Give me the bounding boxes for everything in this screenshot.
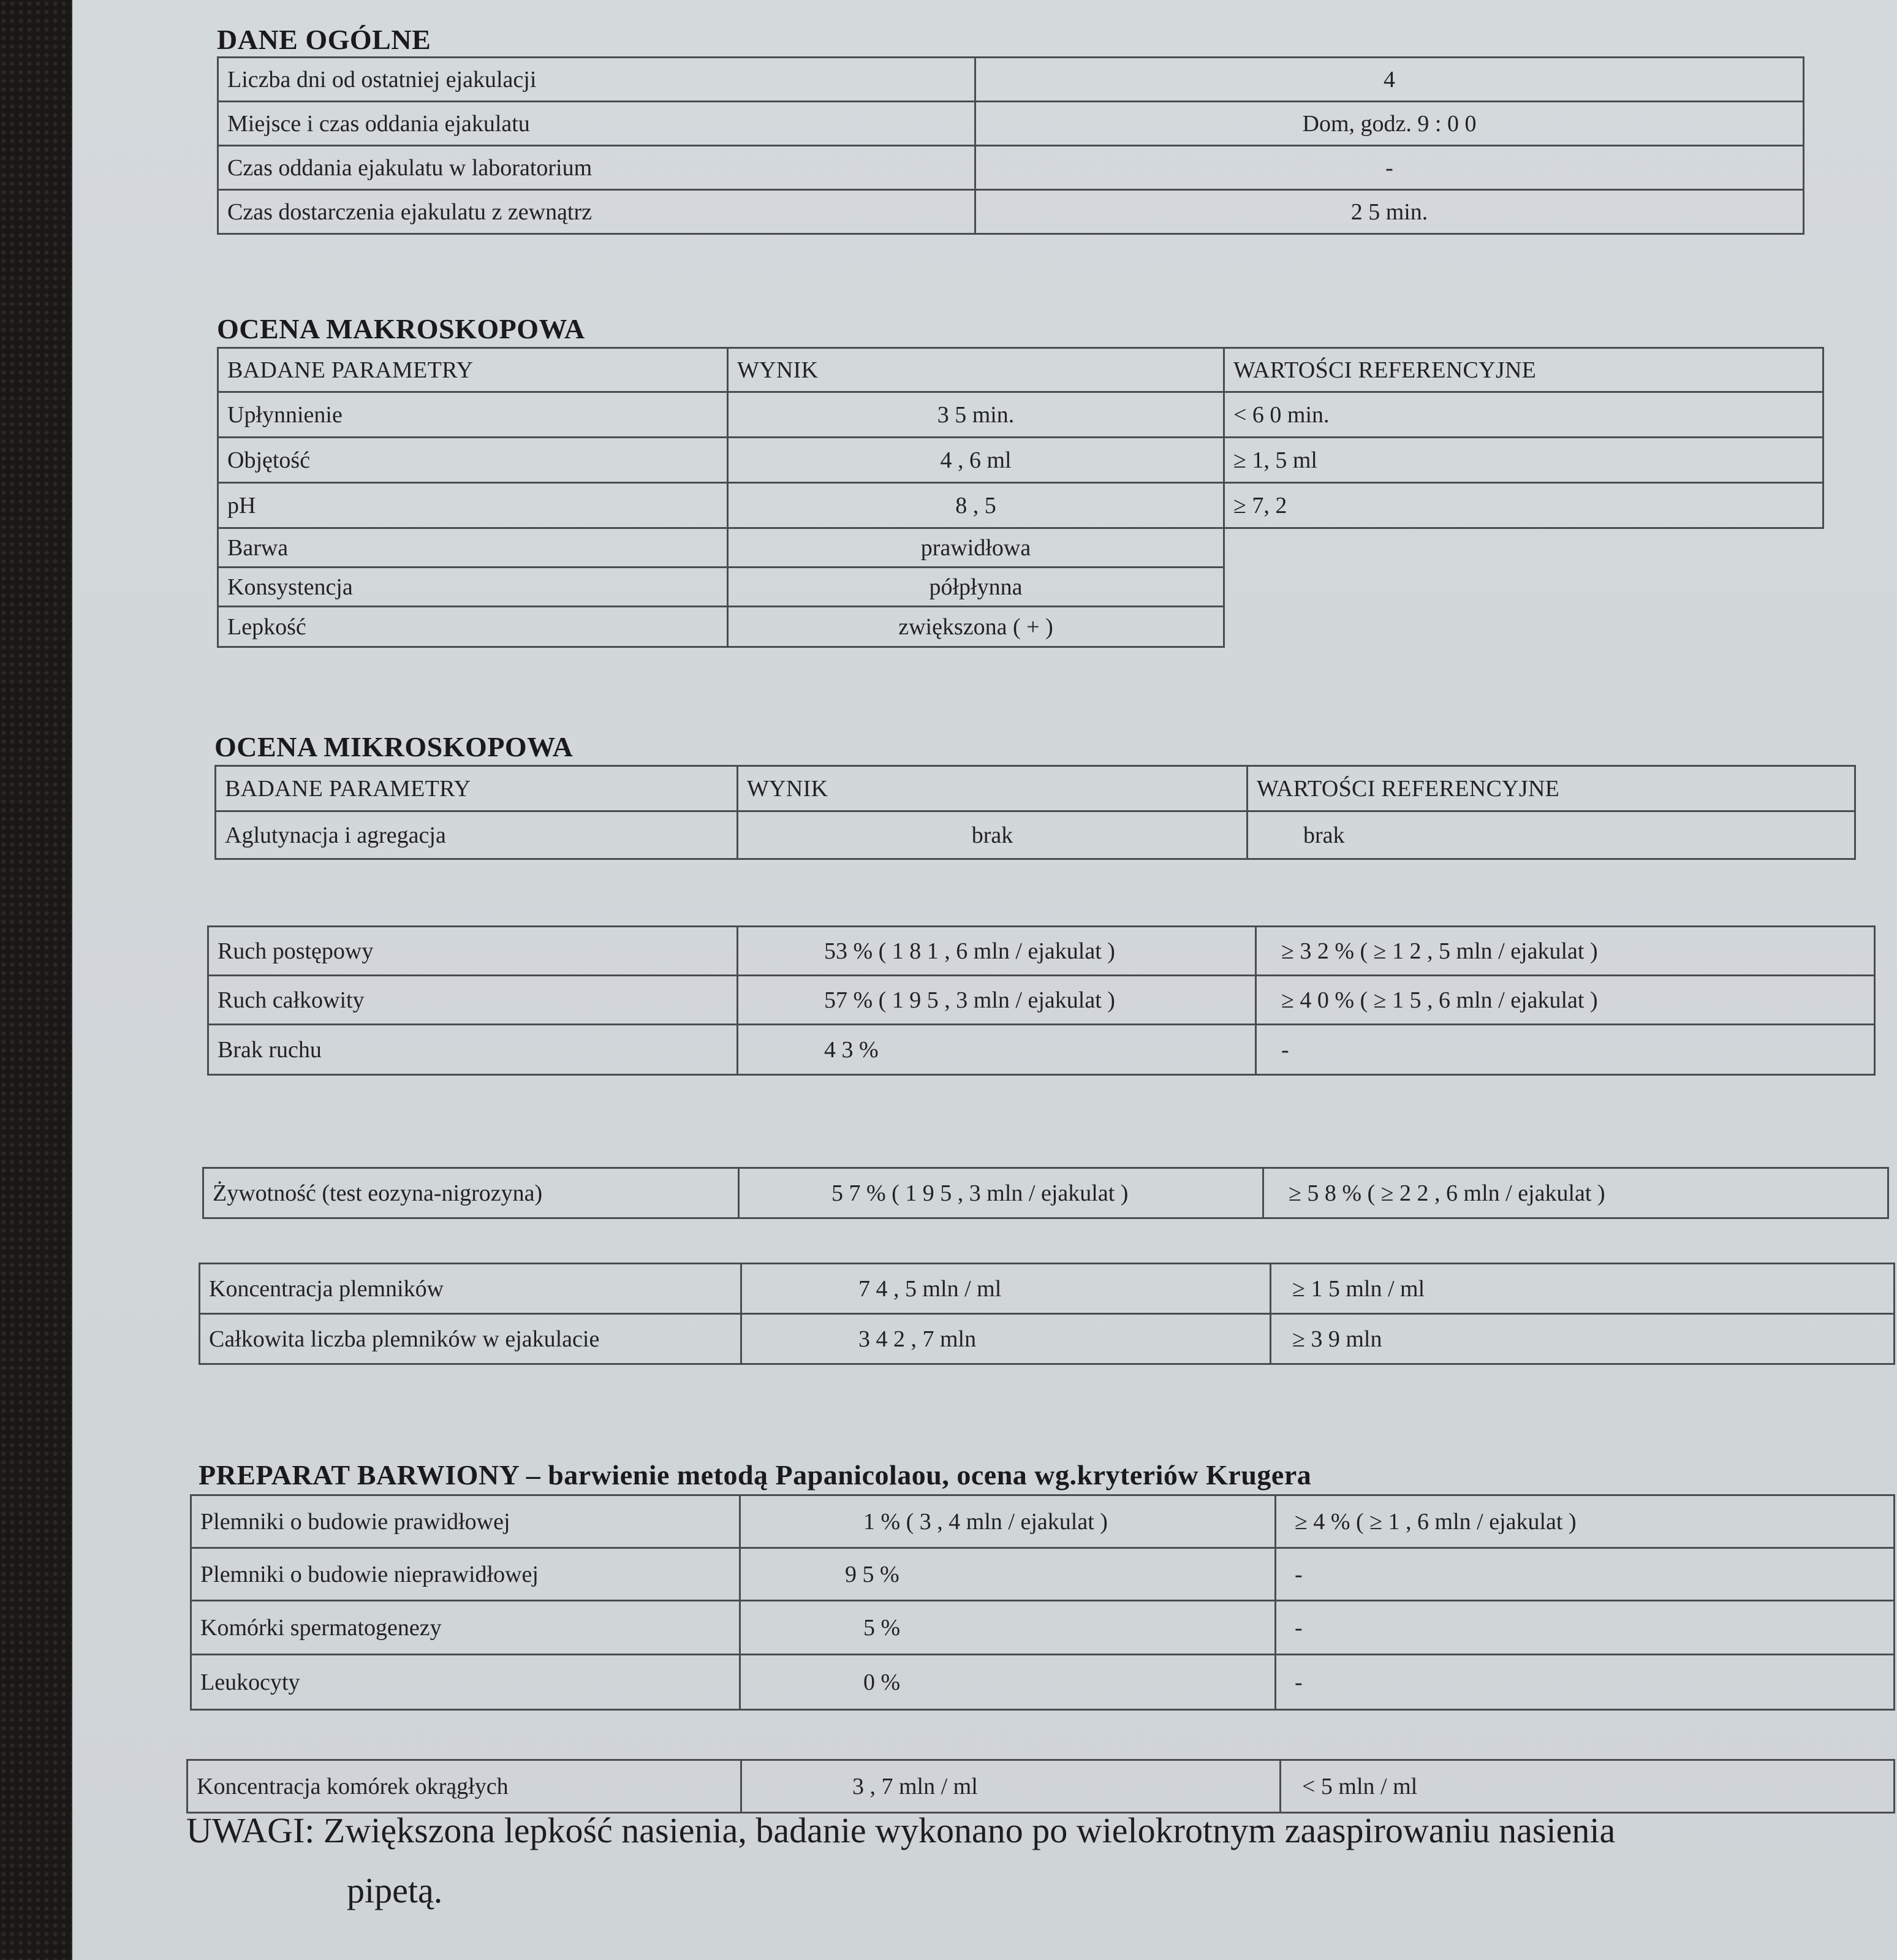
row-result: zwiększona ( + )	[728, 607, 1224, 647]
section-title: OCENA MIKROSKOPOWA	[214, 731, 574, 762]
row-label: pH	[218, 483, 728, 528]
row-reference: brak	[1248, 811, 1855, 859]
row-reference: ≥ 3 9 mln	[1271, 1314, 1895, 1364]
section-preparat-barwiony	[190, 1461, 1895, 1711]
table-row	[218, 607, 1823, 647]
row-label: Liczba dni od ostatniej ejakulacji	[218, 58, 975, 102]
row-label: Czas oddania ejakulatu w laboratorium	[218, 146, 975, 190]
row-reference: ≥ 3 2 % ( ≥ 1 2 , 5 mln / ejakulat )	[1256, 927, 1875, 976]
header-reference: WARTOŚCI REFERENCYJNE	[1224, 348, 1823, 392]
row-label: Czas dostarczenia ejakulatu z zewnątrz	[218, 190, 975, 234]
section-vitality	[202, 1167, 1889, 1219]
row-label: Plemniki o budowie nieprawidłowej	[191, 1548, 740, 1601]
row-reference: ≥ 4 % ( ≥ 1 , 6 mln / ejakulat )	[1276, 1495, 1895, 1548]
row-result: 9 5 %	[740, 1548, 1276, 1601]
table-row	[218, 483, 1823, 528]
section-concentration	[199, 1263, 1895, 1365]
row-result: prawidłowa	[728, 528, 1224, 568]
row-label: Komórki spermatogenezy	[191, 1601, 740, 1655]
header-result: WYNIK	[728, 348, 1224, 392]
row-label: Plemniki o budowie prawidłowej	[191, 1495, 740, 1548]
row-reference: -	[1276, 1655, 1895, 1710]
background-surface	[0, 0, 72, 1960]
table-row	[218, 58, 1804, 102]
row-reference: ≥ 1 5 mln / ml	[1271, 1264, 1895, 1314]
row-reference: ≥ 4 0 % ( ≥ 1 5 , 6 mln / ejakulat )	[1256, 976, 1875, 1025]
section-dane-ogolne	[217, 26, 1804, 235]
section-title: DANE OGÓLNE	[217, 24, 431, 55]
table-row	[191, 1655, 1895, 1710]
row-result: 4 3 %	[738, 1025, 1256, 1075]
table-header-row	[218, 348, 1823, 392]
row-label: Miejsce i czas oddania ejakulatu	[218, 102, 975, 146]
table-row	[200, 1314, 1895, 1364]
row-reference: -	[1276, 1548, 1895, 1601]
row-result: 3 5 min.	[728, 392, 1224, 438]
section-title: PREPARAT BARWIONY – barwienie metodą Papanicolaou, ocena wg.kryteriów Krugera	[199, 1459, 1312, 1491]
table-row	[208, 927, 1875, 976]
row-label: Brak ruchu	[208, 1025, 738, 1075]
row-label: Całkowita liczba plemników w ejakulacie	[200, 1314, 741, 1364]
table-row	[218, 392, 1823, 438]
row-result: półpłynna	[728, 568, 1224, 607]
row-label: Objętość	[218, 438, 728, 483]
row-reference: < 6 0 min.	[1224, 392, 1823, 438]
table-row	[218, 190, 1804, 234]
section-mikroskopowa	[214, 733, 1856, 860]
row-result: 53 % ( 1 8 1 , 6 mln / ejakulat )	[738, 927, 1256, 976]
row-label: Ruch całkowity	[208, 976, 738, 1025]
table-row	[187, 1760, 1895, 1813]
header-param: BADANE PARAMETRY	[218, 348, 728, 392]
table-header-row	[216, 766, 1855, 811]
section-motility	[207, 925, 1876, 1076]
row-label: Konsystencja	[218, 568, 728, 607]
concentration-table	[199, 1263, 1895, 1365]
row-label: Lepkość	[218, 607, 728, 647]
table-row	[200, 1264, 1895, 1314]
row-reference: ≥ 5 8 % ( ≥ 2 2 , 6 mln / ejakulat )	[1263, 1168, 1888, 1218]
remarks-line-2: pipetą.	[347, 1871, 443, 1910]
row-result: 4 , 6 ml	[728, 438, 1224, 483]
row-result: 57 % ( 1 9 5 , 3 mln / ejakulat )	[738, 976, 1256, 1025]
table-row	[208, 976, 1875, 1025]
row-reference: ≥ 1, 5 ml	[1224, 438, 1823, 483]
table-row	[203, 1168, 1888, 1218]
row-value: 4	[975, 58, 1804, 102]
row-label: Aglutynacja i agregacja	[216, 811, 738, 859]
header-reference: WARTOŚCI REFERENCYJNE	[1248, 766, 1855, 811]
row-result: 7 4 , 5 mln / ml	[741, 1264, 1271, 1314]
header-result: WYNIK	[738, 766, 1248, 811]
row-result: brak	[738, 811, 1248, 859]
row-value: -	[975, 146, 1804, 190]
table-row	[191, 1548, 1895, 1601]
row-label: Barwa	[218, 528, 728, 568]
empty-cell	[1224, 568, 1823, 607]
row-reference: < 5 mln / ml	[1281, 1760, 1895, 1813]
microscopic-table	[214, 765, 1856, 860]
remarks-line-1: UWAGI: Zwiększona lepkość nasienia, badanie wykonano po wielokrotnym zaaspirowaniu nasienia	[186, 1810, 1616, 1850]
row-result: 0 %	[740, 1655, 1276, 1710]
table-row	[218, 528, 1823, 568]
row-label: Ruch postępowy	[208, 927, 738, 976]
row-label: Leukocyty	[191, 1655, 740, 1710]
remarks	[186, 1810, 1865, 1910]
round-cells-table	[186, 1759, 1895, 1814]
row-result: 3 , 7 mln / ml	[741, 1760, 1281, 1813]
table-row	[208, 1025, 1875, 1075]
table-row	[216, 811, 1855, 859]
row-reference: -	[1276, 1601, 1895, 1655]
row-result: 5 %	[740, 1601, 1276, 1655]
general-data-table	[217, 56, 1804, 235]
motility-table	[207, 925, 1876, 1076]
vitality-table	[202, 1167, 1889, 1219]
row-reference: ≥ 7, 2	[1224, 483, 1823, 528]
row-value: Dom, godz. 9 : 0 0	[975, 102, 1804, 146]
row-result: 1 % ( 3 , 4 mln / ejakulat )	[740, 1495, 1276, 1548]
row-reference: -	[1256, 1025, 1875, 1075]
row-result: 8 , 5	[728, 483, 1224, 528]
table-row	[191, 1495, 1895, 1548]
table-row	[191, 1601, 1895, 1655]
stained-preparation-table	[190, 1494, 1895, 1711]
table-row	[218, 102, 1804, 146]
empty-cell	[1224, 528, 1823, 568]
row-label: Żywotność (test eozyna-nigrozyna)	[203, 1168, 739, 1218]
row-label: Upłynnienie	[218, 392, 728, 438]
header-param: BADANE PARAMETRY	[216, 766, 738, 811]
macroscopic-table	[217, 347, 1824, 648]
row-label: Koncentracja komórek okrągłych	[187, 1760, 741, 1813]
section-makroskopowa	[217, 315, 1824, 648]
table-row	[218, 146, 1804, 190]
row-value: 2 5 min.	[975, 190, 1804, 234]
row-result: 5 7 % ( 1 9 5 , 3 mln / ejakulat )	[739, 1168, 1263, 1218]
row-result: 3 4 2 , 7 mln	[741, 1314, 1271, 1364]
row-label: Koncentracja plemników	[200, 1264, 741, 1314]
empty-cell	[1224, 607, 1823, 647]
section-round-cells	[186, 1759, 1895, 1814]
section-title: OCENA MAKROSKOPOWA	[217, 313, 585, 344]
table-row	[218, 438, 1823, 483]
table-row	[218, 568, 1823, 607]
